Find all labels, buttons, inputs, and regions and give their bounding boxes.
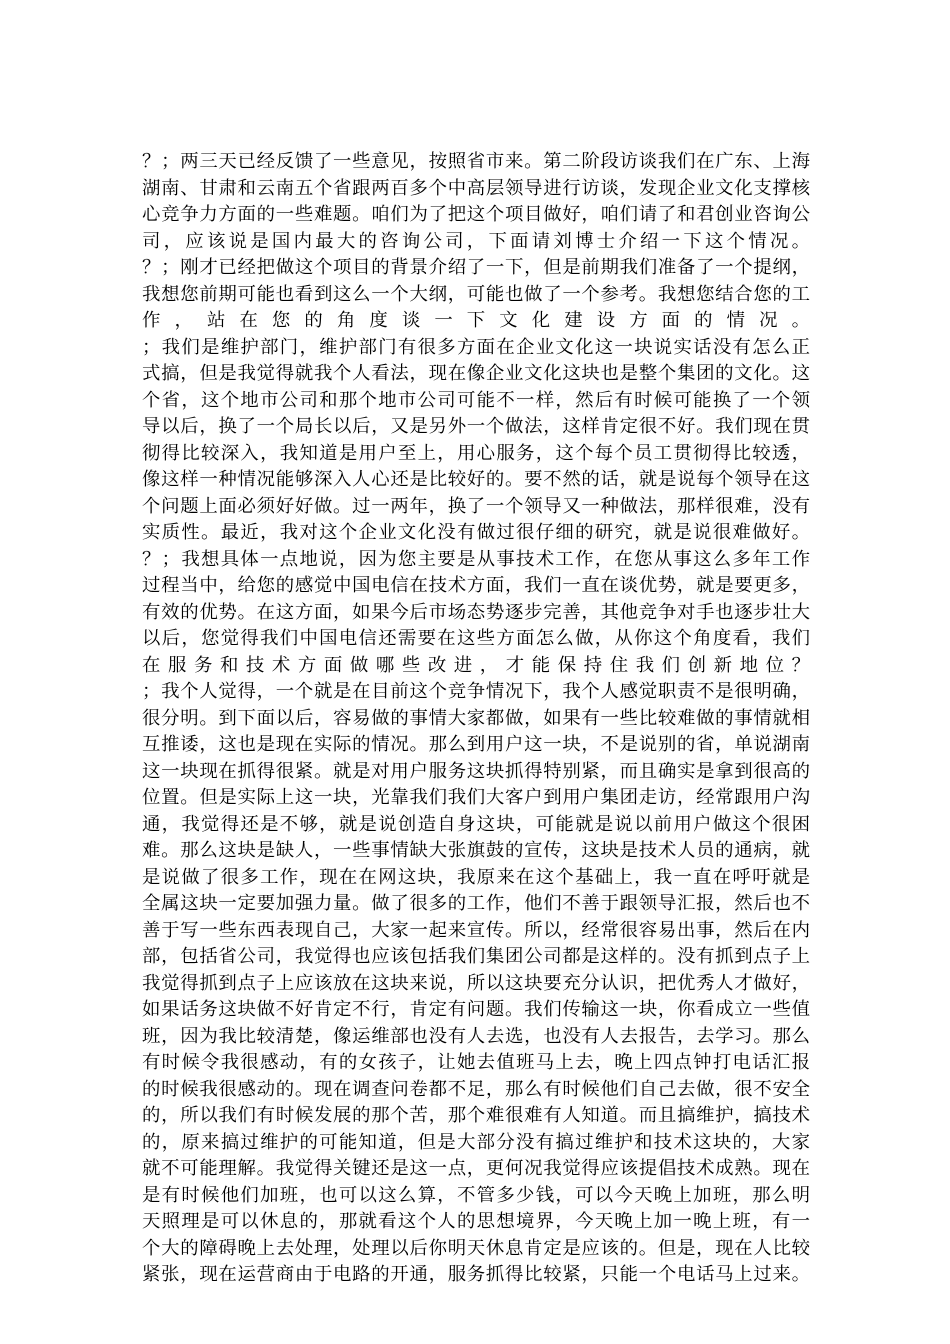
text-line: 在服务和技术方面做哪些改进，才能保持住我们创新地位？ bbox=[142, 654, 810, 676]
text-line: 实质性。最近，我对这个企业文化没有做过很仔细的研究，就是说很难做好。 bbox=[142, 522, 810, 543]
document-body bbox=[142, 149, 810, 1289]
text-line: ？；刚才已经把做这个项目的背景介绍了一下，但是前期我们准备了一个提纲， bbox=[142, 257, 810, 278]
paragraph bbox=[142, 679, 810, 1289]
text-line: 我觉得抓到点子上应该放在这块来说，所以这块要充分认识，把优秀人才做好， bbox=[142, 972, 810, 994]
text-line: 是说做了很多工作，现在在网这块，我原来在这个基础上，我一直在呼吁就是 bbox=[142, 866, 810, 888]
text-line: ；我个人觉得，一个就是在目前这个竞争情况下，我个人感觉职责不是很明确， bbox=[142, 681, 810, 702]
text-line: 通，我觉得还是不够，就是说创造自身这块，可能就是说以前用户做这个很困 bbox=[142, 813, 810, 835]
text-line: 个问题上面必须好好做。过一两年，换了一个领导又一种做法，那样很难，没有 bbox=[142, 495, 810, 517]
text-line: 的时候我很感动的。现在调查问卷都不足，那么有时候他们自己去做，很不安全 bbox=[142, 1078, 810, 1100]
paragraph bbox=[142, 149, 810, 255]
text-line: 是有时候他们加班，也可以这么算，不管多少钱，可以今天晚上加班，那么明 bbox=[142, 1184, 810, 1206]
text-line: 善于写一些东西表现自己，大家一起来宣传。所以，经常很容易出事，然后在内 bbox=[142, 919, 810, 941]
text-line: 作，站在您的角度谈一下文化建设方面的情况。 bbox=[142, 310, 810, 331]
paragraph bbox=[142, 547, 810, 680]
text-line: ；我们是维护部门，维护部门有很多方面在企业文化这一块说实话没有怎么正 bbox=[142, 336, 810, 358]
text-line: 有时候令我很感动，有的女孩子，让她去值班马上去，晚上四点钟打电话汇报 bbox=[142, 1052, 810, 1073]
text-line: 像这样一种情况能够深入人心还是比较好的。要不然的话，就是说每个领导在这 bbox=[142, 469, 810, 490]
text-line: 班，因为我比较清楚，像运维部也没有人去选，也没有人去报告，去学习。那么 bbox=[142, 1025, 810, 1047]
text-line: 如果话务这块做不好肯定不行，肯定有问题。我们传输这一块，你看成立一些值 bbox=[142, 999, 810, 1020]
text-line: 有效的优势。在这方面，如果今后市场态势逐步完善，其他竞争对手也逐步壮大 bbox=[142, 601, 810, 623]
text-line: 以后，您觉得我们中国电信还需要在这些方面怎么做，从你这个角度看，我们 bbox=[142, 628, 810, 649]
paragraph bbox=[142, 335, 810, 547]
text-line: 个大的障碍晚上去处理，处理以后你明天休息肯定是应该的。但是，现在人比较 bbox=[142, 1237, 810, 1259]
text-line: 我想您前期可能也看到这么一个大纲，可能也做了一个参考。我想您结合您的工 bbox=[142, 283, 810, 305]
text-line: 就不可能理解。我觉得关键还是这一点，更何况我觉得应该提倡技术成熟。现在 bbox=[142, 1158, 810, 1179]
text-line: 式搞，但是我觉得就我个人看法，现在像企业文化这块也是整个集团的文化。这 bbox=[142, 363, 810, 384]
paragraph bbox=[142, 255, 810, 335]
text-line: 这一块现在抓得很紧。就是对用户服务这块抓得特别紧，而且确实是拿到很高的 bbox=[142, 760, 810, 782]
text-line: 全属这块一定要加强力量。做了很多的工作，他们不善于跟领导汇报，然后也不 bbox=[142, 893, 810, 914]
text-line: 司，应该说是国内最大的咨询公司，下面请刘博士介绍一下这个情况。 bbox=[142, 230, 810, 252]
text-line: 很分明。到下面以后，容易做的事情大家都做，如果有一些比较难做的事情就相 bbox=[142, 707, 810, 729]
text-line: 的，所以我们有时候发展的那个苦，那个难很难有人知道。而且搞维护，搞技术 bbox=[142, 1105, 810, 1126]
text-line: 紧张，现在运营商由于电路的开通，服务抓得比较紧，只能一个电话马上过来。 bbox=[142, 1264, 810, 1285]
text-line: 互推诿，这也是现在实际的情况。那么到用户这一块，不是说别的省，单说湖南 bbox=[142, 734, 810, 755]
text-line: 部，包括省公司，我觉得也应该包括我们集团公司都是这样的。没有抓到点子上 bbox=[142, 946, 810, 967]
text-line: 过程当中，给您的感觉中国电信在技术方面，我们一直在谈优势，就是要更多， bbox=[142, 575, 810, 596]
text-line: 个省，这个地市公司和那个地市公司可能不一样，然后有时候可能换了一个领 bbox=[142, 389, 810, 411]
text-line: 湖南、甘肃和云南五个省跟两百多个中高层领导进行访谈，发现企业文化支撑核 bbox=[142, 177, 810, 199]
text-line: 天照理是可以休息的，那就看这个人的思想境界，今天晚上加一晚上班，有一 bbox=[142, 1211, 810, 1232]
text-line: ？；我想具体一点地说，因为您主要是从事技术工作，在您从事这么多年工作 bbox=[142, 548, 810, 570]
text-line: 的，原来搞过维护的可能知道，但是大部分没有搞过维护和技术这块的，大家 bbox=[142, 1131, 810, 1153]
text-line: 导以后，换了一个局长以后，又是另外一个做法，这样肯定很不好。我们现在贯 bbox=[142, 416, 810, 437]
text-line: 彻得比较深入，我知道是用户至上，用心服务，这个每个员工贯彻得比较透， bbox=[142, 442, 810, 464]
text-line: 难。那么这块是缺人，一些事情缺大张旗鼓的宣传，这块是技术人员的通病，就 bbox=[142, 840, 810, 861]
text-line: ？；两三天已经反馈了一些意见，按照省市来。第二阶段访谈我们在广东、上海 bbox=[142, 151, 810, 172]
text-line: 心竞争力方面的一些难题。咱们为了把这个项目做好，咱们请了和君创业咨询公 bbox=[142, 204, 810, 225]
text-line: 位置。但是实际上这一块，光靠我们我们大客户到用户集团走访，经常跟用户沟 bbox=[142, 787, 810, 808]
